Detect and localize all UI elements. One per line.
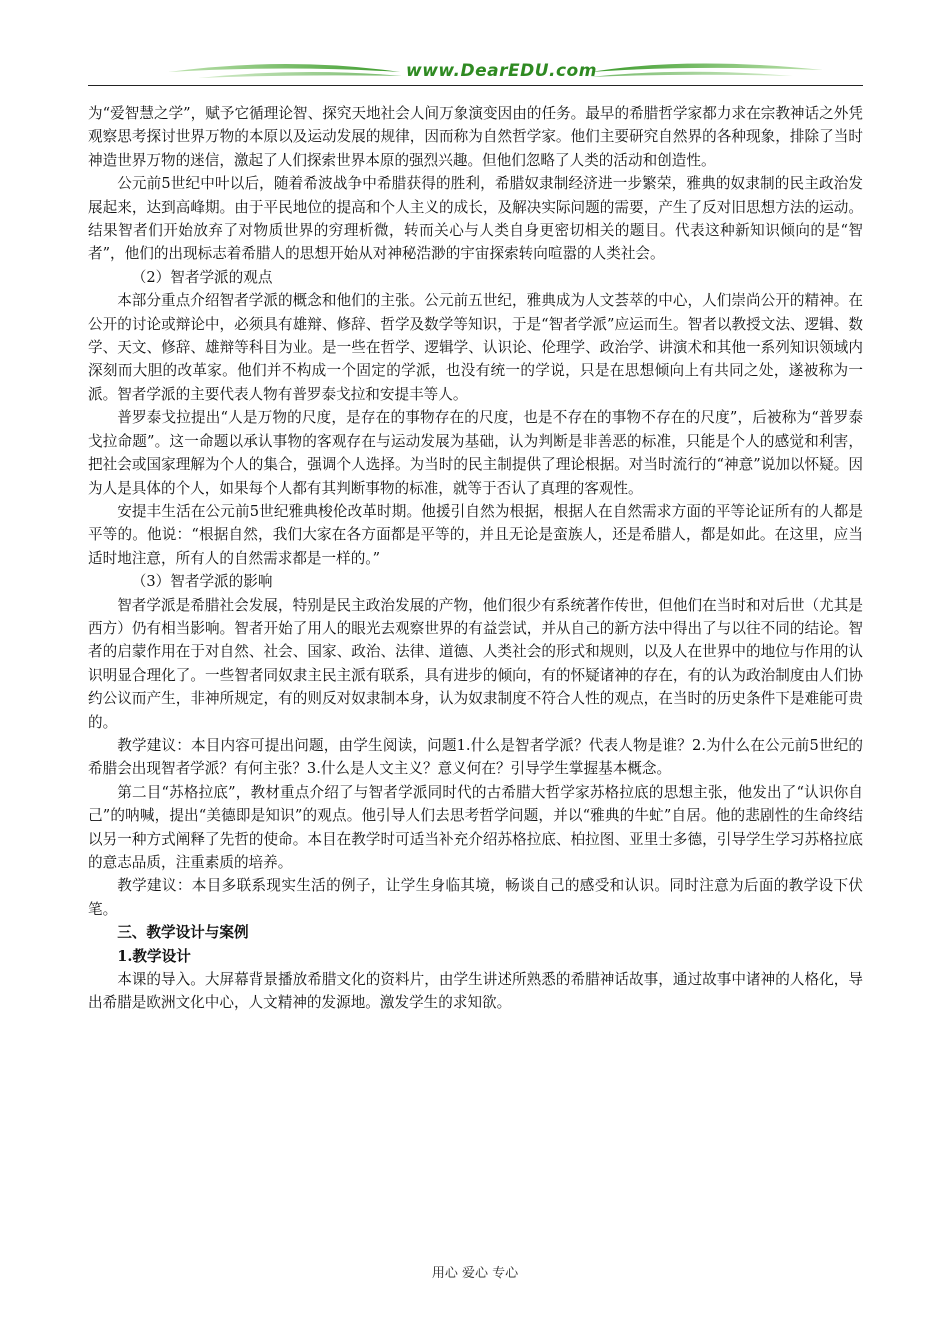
paragraph: 安提丰生活在公元前5世纪雅典梭伦改革时期。他援引自然为根据，根据人在自然需求方面的平等论证所有的人都是平等的。他说：“根据自然，我们大家在各方面都是平等的，并且无论是蛮族人，还是希腊人，都是如此。在这里，应当适时地注意，所有人的自然需求都是一样的。” <box>88 502 863 567</box>
paragraph: 第二目“苏格拉底”，教材重点介绍了与智者学派同时代的古希腊大哲学家苏格拉底的思想主张，他发出了“认识你自己”的呐喊，提出“美德即是知识”的观点。他引导人们去思考哲学问题，并以“雅典的牛虻”自居。他的悲剧性的生命终结以另一种方式阐释了先哲的使命。本目在教学时可适当补充介绍苏格拉底、柏拉图、亚里士多德，引导学生学习苏格拉底的意志品质，注重素质的培养。 <box>88 783 863 871</box>
site-logo: www.DearEDU.com <box>406 61 597 81</box>
paragraph: 本课的导入。大屏幕背景播放希腊文化的资料片，由学生讲述所熟悉的希腊神话故事，通过故事中诸神的人格化，导出希腊是欧洲文化中心，人文精神的发源地。激发学生的求知欲。 <box>88 971 863 1012</box>
paragraph: 为“爱智慧之学”，赋予它循理论智、探究天地社会人间万象演变因由的任务。最早的希腊哲学家都力求在宗教神话之外凭观察思考探讨世界万物的本原以及运动发展的规律，因而称为自然哲学家。他们主要研究自然界的各种现象，排除了当时神造世界万物的迷信，激起了人们探索世界本原的强烈兴趣。但他们忽略了人类的活动和创造性。 <box>88 105 863 169</box>
document-body <box>88 102 863 1015</box>
paragraph: 智者学派是希腊社会发展，特别是民主政治发展的产物，他们很少有系统著作传世，但他们在当时和对后世（尤其是西方）仍有相当影响。智者开始了用人的眼光去观察世界的有益尝试，并从自己的新方法中得出了与以往不同的结论。智者的启蒙作用在于对自然、社会、国家、政治、法律、道德、人类社会的形式和规则，以及人在世界中的地位与作用的认识明显合理化了。一些智者同奴隶主民主派有联系，具有进步的倾向，有的怀疑诸神的存在，有的认为政治制度由人们协约公议而产生，非神所规定，有的则反对奴隶制本身，认为奴隶制度不符合人性的观点，在当时的历史条件下是难能可贵的。 <box>88 596 863 731</box>
right-swoosh <box>591 63 823 72</box>
page-footer: 用心 爱心 专心 <box>431 1266 519 1281</box>
page-header <box>88 52 863 92</box>
paragraph: 本部分重点介绍智者学派的概念和他们的主张。公元前五世纪，雅典成为人文荟萃的中心，人们崇尚公开的精神。在公开的讨论或辩论中，必须具有雄辩、修辞、哲学及数学等知识，于是“智者学派”应运而生。智者以教授文法、逻辑、数学、天文、修辞、雄辩等科目为业。是一些在哲学、逻辑学、认识论、伦理学、政治学、讲演术和其他一系列知识领域内深刻而大胆的改革家。他们并不构成一个固定的学派，也没有统一的学说，只是在思想倾向上有共同之处，遂被称为一派。智者学派的主要代表人物有普罗泰戈拉和安提丰等人。 <box>88 292 863 403</box>
left-swoosh <box>168 64 400 72</box>
section-subheading: （3）智者学派的影响 <box>131 573 273 591</box>
section-subheading-bold: 1.教学设计 <box>117 947 191 965</box>
paragraph: 普罗泰戈拉提出“人是万物的尺度，是存在的事物存在的尺度，也是不存在的事物不存在的尺度”，后被称为“普罗泰戈拉命题”。这一命题以承认事物的客观存在与运动发展为基础，认为判断是非善恶的标准，只能是个人的感觉和利害，把社会或国家理解为个人的集合，强调个人选择。为当时的民主制提供了理论根据。对当时流行的“神意”说加以怀疑。因为人是具体的个人，如果每个人都有其判断事物的标准，就等于否认了真理的客观性。 <box>88 409 863 497</box>
paragraph: 教学建议：本目多联系现实生活的例子，让学生身临其境，畅谈自己的感受和认识。同时注意为后面的教学设下伏笔。 <box>88 877 863 918</box>
paragraph: 公元前5世纪中叶以后，随着希波战争中希腊获得的胜利，希腊奴隶制经济进一步繁荣，雅典的奴隶制的民主政治发展起来，达到高峰期。由于平民地位的提高和个人主义的成长，及解决实际问题的需要，产生了反对旧思想方法的运动。结果智者们开始放弃了对物质世界的穷理析微，转而关心与人类自身更密切相关的题目。代表这种新知识倾向的是“智者”，他们的出现标志着希腊人的思想开始从对神秘浩渺的宇宙探索转向喧嚣的人类社会。 <box>88 175 863 263</box>
left-swoosh-lower <box>198 72 402 78</box>
section-heading: 三、教学设计与案例 <box>117 924 249 942</box>
header-divider <box>88 85 863 86</box>
section-subheading: （2）智者学派的观点 <box>131 268 273 286</box>
right-swoosh-lower <box>590 72 793 77</box>
paragraph: 教学建议：本目内容可提出问题，由学生阅读，问题1.什么是智者学派？代表人物是谁？2.为什么在公元前5世纪的希腊会出现智者学派？有何主张？3.什么是人文主义？意义何在？引导学生掌握基本概念。 <box>88 736 863 778</box>
